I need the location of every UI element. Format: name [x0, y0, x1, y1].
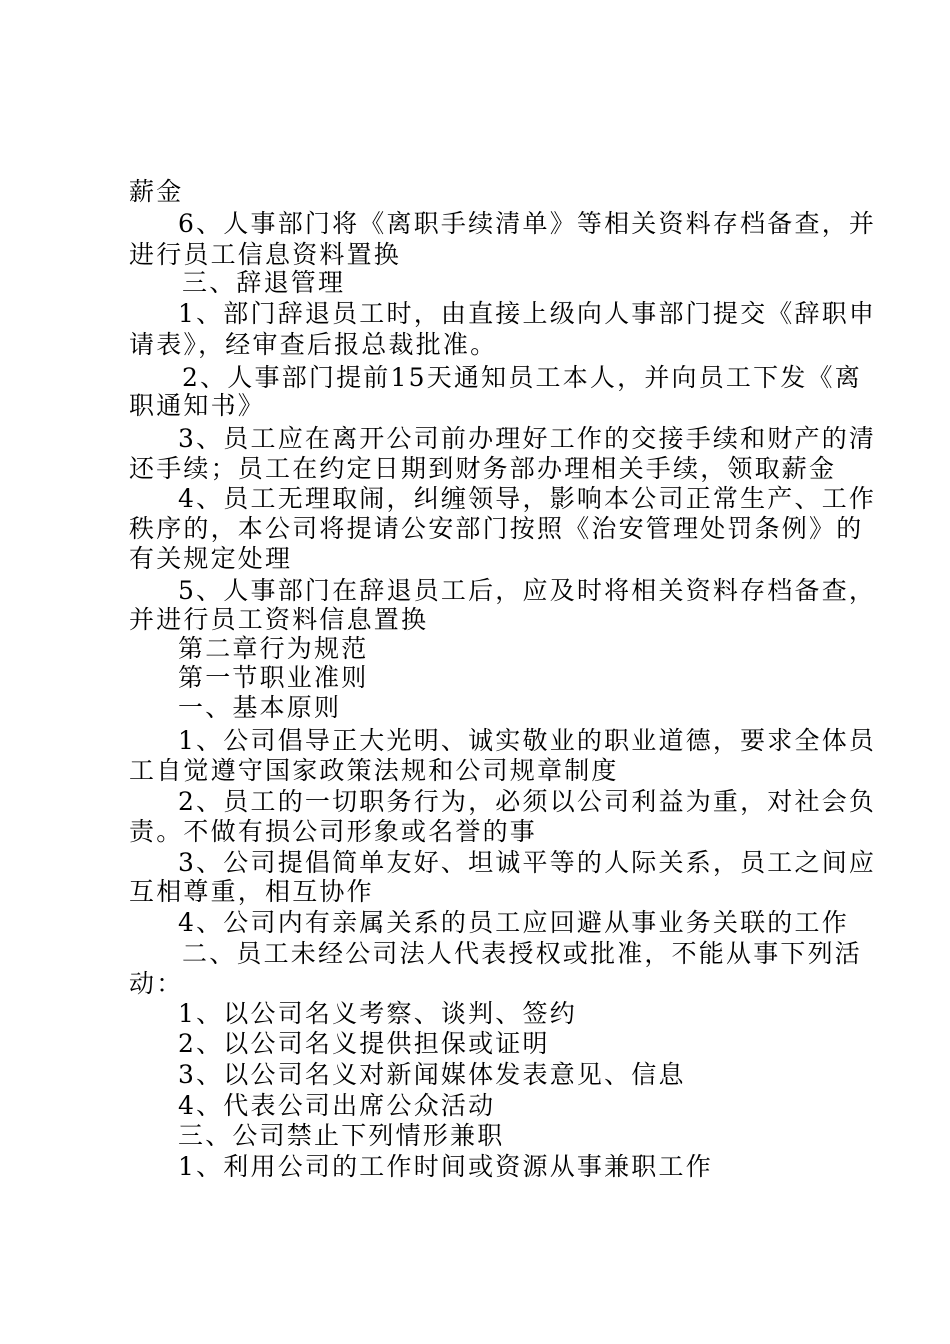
text-line: 1、以公司名义考察、谈判、签约 [178, 999, 577, 1028]
text-line: 职通知书》 [129, 391, 266, 420]
text-line: 4、员工无理取闹，纠缠领导，影响本公司正常生产、工作 [178, 484, 877, 513]
text-line: 请表》，经审查后报总裁批准。 [129, 330, 498, 359]
text-line: 1、利用公司的工作时间或资源从事兼职工作 [178, 1152, 713, 1181]
text-line: 进行员工信息资料置换 [129, 240, 402, 269]
text-line: 并进行员工资料信息置换 [129, 605, 429, 634]
text-line: 5、人事部门在辞退员工后，应及时将相关资料存档备查， [178, 576, 877, 605]
section-heading: 一、基本原则 [178, 693, 342, 722]
text-line: 动： [129, 969, 184, 998]
text-line: 1、公司倡导正大光明、诚实敬业的职业道德，要求全体员 [178, 726, 877, 755]
text-line: 4、代表公司出席公众活动 [178, 1091, 496, 1120]
section-heading: 三、公司禁止下列情形兼职 [178, 1121, 505, 1150]
text-line: 薪金 [129, 177, 184, 206]
section-heading: 第一节职业准则 [178, 663, 369, 692]
text-line: 3、员工应在离开公司前办理好工作的交接手续和财产的清 [178, 424, 877, 453]
chapter-heading: 第二章行为规范 [178, 634, 369, 663]
text-line: 秩序的，本公司将提请公安部门按照《治安管理处罚条例》的 [129, 514, 864, 543]
section-heading: 二、员工未经公司法人代表授权或批准，不能从事下列活 [182, 939, 863, 968]
section-heading: 三、辞退管理 [182, 268, 346, 297]
text-line: 还手续；员工在约定日期到财务部办理相关手续，领取薪金 [129, 454, 837, 483]
text-line: 2、人事部门提前15天通知员工本人，并向员工下发《离 [182, 363, 862, 392]
text-line: 1、部门辞退员工时，由直接上级向人事部门提交《辞职申 [178, 299, 877, 328]
text-line: 责。不做有损公司形象或名誉的事 [129, 817, 538, 846]
text-line: 6、人事部门将《离职手续清单》等相关资料存档备查，并 [178, 209, 877, 238]
text-line: 2、以公司名义提供担保或证明 [178, 1029, 550, 1058]
text-line: 工自觉遵守国家政策法规和公司规章制度 [129, 756, 619, 785]
text-line: 3、公司提倡简单友好、坦诚平等的人际关系，员工之间应 [178, 848, 877, 877]
text-line: 3、以公司名义对新闻媒体发表意见、信息 [178, 1060, 686, 1089]
text-line: 2、员工的一切职务行为，必须以公司利益为重，对社会负 [178, 787, 877, 816]
text-line: 4、公司内有亲属关系的员工应回避从事业务关联的工作 [178, 908, 849, 937]
text-line: 互相尊重，相互协作 [129, 877, 374, 906]
text-line: 有关规定处理 [129, 544, 293, 573]
